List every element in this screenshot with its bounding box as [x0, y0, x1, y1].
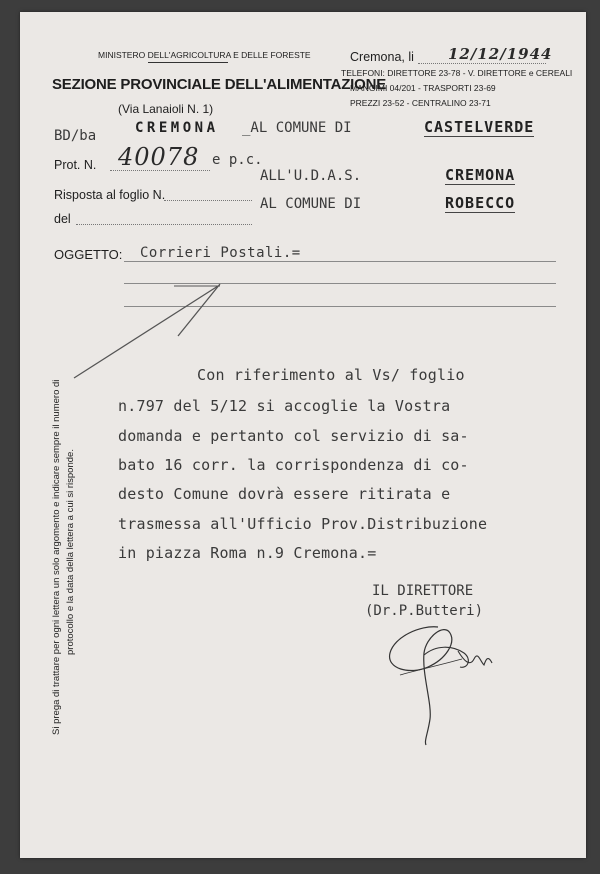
- margin-instruction-line-1: Si prega di trattare per ogni lettera un solo argomento e indicare sempre il numero di: [51, 379, 62, 735]
- addressee-2-prefix: ALL'U.D.A.S.: [260, 168, 362, 184]
- body-line-7: in piazza Roma n.9 Cremona.=: [118, 544, 377, 562]
- signatory-title: IL DIRETTORE: [372, 583, 474, 599]
- place-label: Cremona, li: [350, 50, 414, 64]
- ministry-underline: [148, 62, 228, 63]
- ministry-heading: MINISTERO DELL'AGRICOLTURA E DELLE FORESTE: [98, 50, 311, 60]
- addressee-3-prefix: AL COMUNE DI: [260, 196, 362, 212]
- subject-label: OGGETTO:: [54, 247, 123, 262]
- phone-line-3: PREZZI 23-52 - CENTRALINO 23-71: [350, 98, 491, 108]
- reply-line: [164, 200, 252, 201]
- handwritten-signature: [380, 615, 500, 750]
- office-address: (Via Lanaioli N. 1): [118, 102, 214, 116]
- protocol-number: 40078: [118, 143, 200, 171]
- subject-text: Corrieri Postali.=: [140, 245, 301, 261]
- margin-instruction: [50, 380, 78, 735]
- del-line: [76, 224, 252, 225]
- subject-rule-1: [124, 261, 556, 262]
- del-label: del: [54, 212, 71, 226]
- addressee-2-name: CREMONA: [445, 166, 516, 184]
- addressee-1-prefix: _AL COMUNE DI: [242, 120, 352, 136]
- city-stamp: CREMONA: [135, 120, 219, 136]
- body-line-6: trasmessa all'Ufficio Prov.Distribuzione: [118, 515, 488, 533]
- addressee-1-name: CASTELVERDE: [424, 118, 535, 136]
- margin-instruction-line-2: protocollo e la data della lettera a cui si risponde.: [65, 449, 76, 655]
- letter-date: 12/12/1944: [418, 45, 546, 64]
- body-line-5: desto Comune dovrà essere ritirata e: [118, 485, 451, 503]
- reply-label: Risposta al foglio N.: [54, 188, 166, 202]
- protocol-label: Prot. N.: [54, 158, 97, 172]
- signatory-name: (Dr.P.Butteri): [365, 603, 484, 619]
- body-line-4: bato 16 corr. la corrispondenza di co-: [118, 456, 469, 474]
- addressee-3-name: ROBECCO: [445, 194, 516, 212]
- phone-line-1: TELEFONI: DIRETTORE 23-78 - V. DIRETTORE e CEREALI: [341, 68, 573, 78]
- body-line-2: n.797 del 5/12 si accoglie la Vostra: [118, 397, 451, 415]
- protocol-copy-note: e p.c.: [212, 152, 263, 168]
- body-line-3: domanda e pertanto col servizio di sa-: [118, 427, 469, 445]
- sender-initials: BD/ba: [54, 128, 97, 144]
- section-title: SEZIONE PROVINCIALE DELL'ALIMENTAZIONE: [52, 76, 387, 93]
- phone-line-2: MANGIMI 04/201 - TRASPORTI 23-69: [350, 83, 496, 93]
- body-line-1: Con riferimento al Vs/ foglio: [197, 366, 465, 384]
